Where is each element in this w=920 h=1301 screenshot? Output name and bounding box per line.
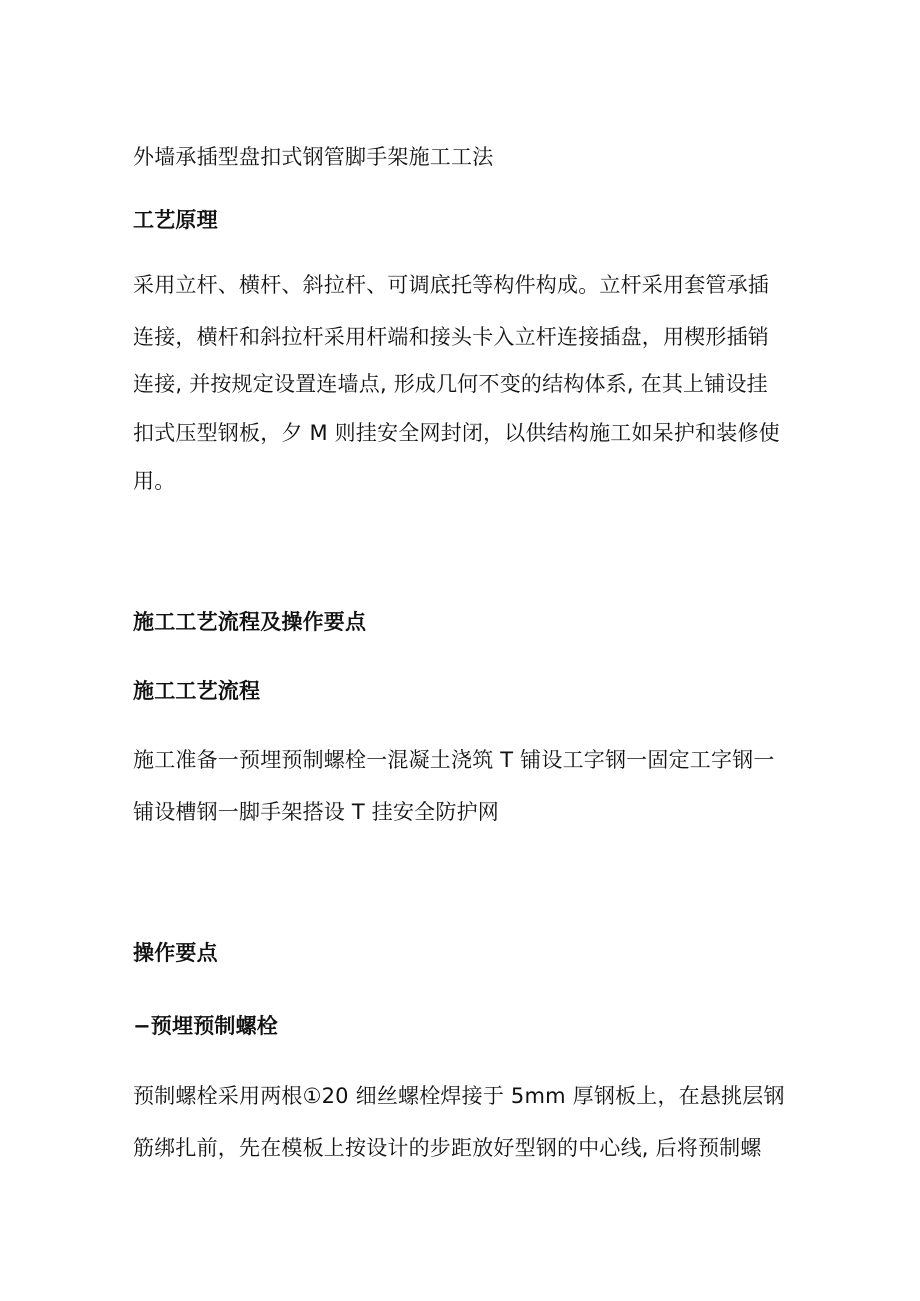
paragraph-line: 连接，横杆和斜拉杆采用杆端和接头卡入立杆连接插盘，用楔形插销 xyxy=(133,325,769,349)
paragraph-line: 用。 xyxy=(133,469,176,493)
section-heading-process: 施工工艺流程及操作要点 xyxy=(133,610,367,634)
subsection-heading-flow: 施工工艺流程 xyxy=(133,679,261,703)
document-title: 外墙承插型盘扣式钢管脚手架施工工法 xyxy=(133,145,494,169)
paragraph-line: 连接, 并按规定设置连墙点, 形成几何不变的结构体系, 在其上铺设挂 xyxy=(133,372,768,396)
section-heading-principle: 工艺原理 xyxy=(133,208,218,232)
paragraph-line: 筋绑扎前，先在模板上按设计的步距放好型钢的中心线, 后将预制螺 xyxy=(133,1136,762,1160)
section-heading-key-points: 操作要点 xyxy=(133,941,218,965)
paragraph-line: 铺设槽钢一脚手架搭设 T 挂安全防护网 xyxy=(133,800,499,824)
paragraph-line: 扣式压型钢板，夕 M 则挂安全网封闭，以供结构施工如呆护和装修使 xyxy=(133,421,780,445)
paragraph-line: 施工准备一预埋预制螺栓一混凝土浇筑 T 铺设工字钢一固定工字钢一 xyxy=(133,748,775,772)
subsection-heading-bolts: −预埋预制螺栓 xyxy=(133,1014,278,1038)
paragraph-line: 采用立杆、横杆、斜拉杆、可调底托等构件构成。立杆采用套管承插 xyxy=(133,273,769,297)
paragraph-line: 预制螺栓采用两根①20 细丝螺栓焊接于 5mm 厚钢板上，在悬挑层钢 xyxy=(133,1084,785,1108)
